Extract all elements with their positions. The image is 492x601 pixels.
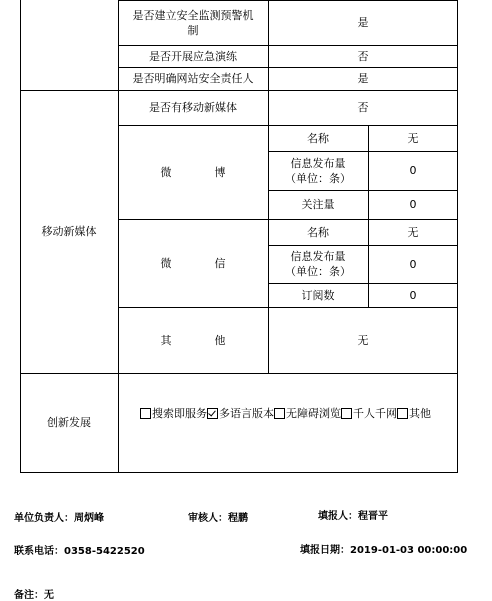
weibo-posts-value: 0 [409,164,417,177]
wechat-name-label: 名称 [307,225,329,239]
weibo-posts-label-line2: （单位：条） [285,171,351,185]
option-personalized-label: 千人千网 [353,407,397,420]
wechat-subscribers-label: 订阅数 [301,288,335,302]
weibo-name-value: 无 [407,131,419,145]
weibo-followers-label: 关注量 [301,198,335,211]
mobile-media-label: 移动新媒体 [41,225,97,238]
reviewer: 审核人：程鹏 [188,513,248,524]
wechat-label: 微 信 [160,256,238,270]
wechat-posts-label-line2: （单位：条） [285,265,351,278]
wechat-name-value: 无 [407,225,419,239]
drill-label: 是否开展应急演练 [149,49,237,63]
checkbox-multilingual[interactable] [207,408,218,419]
filler: 填报人：程晋平 [318,511,388,522]
wechat-posts-label-line1: 信息发布量 [290,250,346,263]
weibo-label: 微 博 [160,165,238,179]
monitoring-label: 是否建立安全监测预警机制 [132,9,254,37]
wechat-posts-label [268,245,368,283]
weibo-posts-label [268,151,368,190]
weibo-followers-value: 0 [409,198,417,211]
option-multilingual-label: 多语言版本 [219,407,274,420]
responsible-value: 是 [357,72,369,85]
fill-date: 填报日期：2019-01-03 00:00:00 [300,545,468,556]
has-mobile-media-value: 否 [357,101,369,114]
wechat-posts-value: 0 [409,257,417,271]
monitoring-value: 是 [357,16,369,29]
option-other-label: 其他 [409,407,431,420]
has-mobile-media-label: 是否有移动新媒体 [149,101,237,114]
other-value: 无 [357,333,369,347]
checkbox-search-service[interactable] [140,408,151,419]
drill-value: 否 [357,49,369,63]
remark: 备注：无 [14,590,54,601]
checkbox-accessibility[interactable] [274,408,285,419]
innovation-options [140,405,431,421]
weibo-posts-label-line1: 信息发布量 [290,156,346,170]
unit-head: 单位负责人：周炳峰 [14,513,104,524]
weibo-name-label: 名称 [307,131,329,145]
option-search-service-label: 搜索即服务 [152,407,207,420]
innovation-label: 创新发展 [47,416,91,429]
wechat-subscribers-value: 0 [409,288,417,302]
other-label: 其 他 [160,333,238,347]
contact-phone: 联系电话：0358-5422520 [14,546,145,557]
checkbox-other[interactable] [397,408,408,419]
responsible-label: 是否明确网站安全责任人 [132,72,254,85]
option-accessibility-label: 无障碍浏览 [286,407,341,420]
checkbox-personalized[interactable] [341,408,352,419]
